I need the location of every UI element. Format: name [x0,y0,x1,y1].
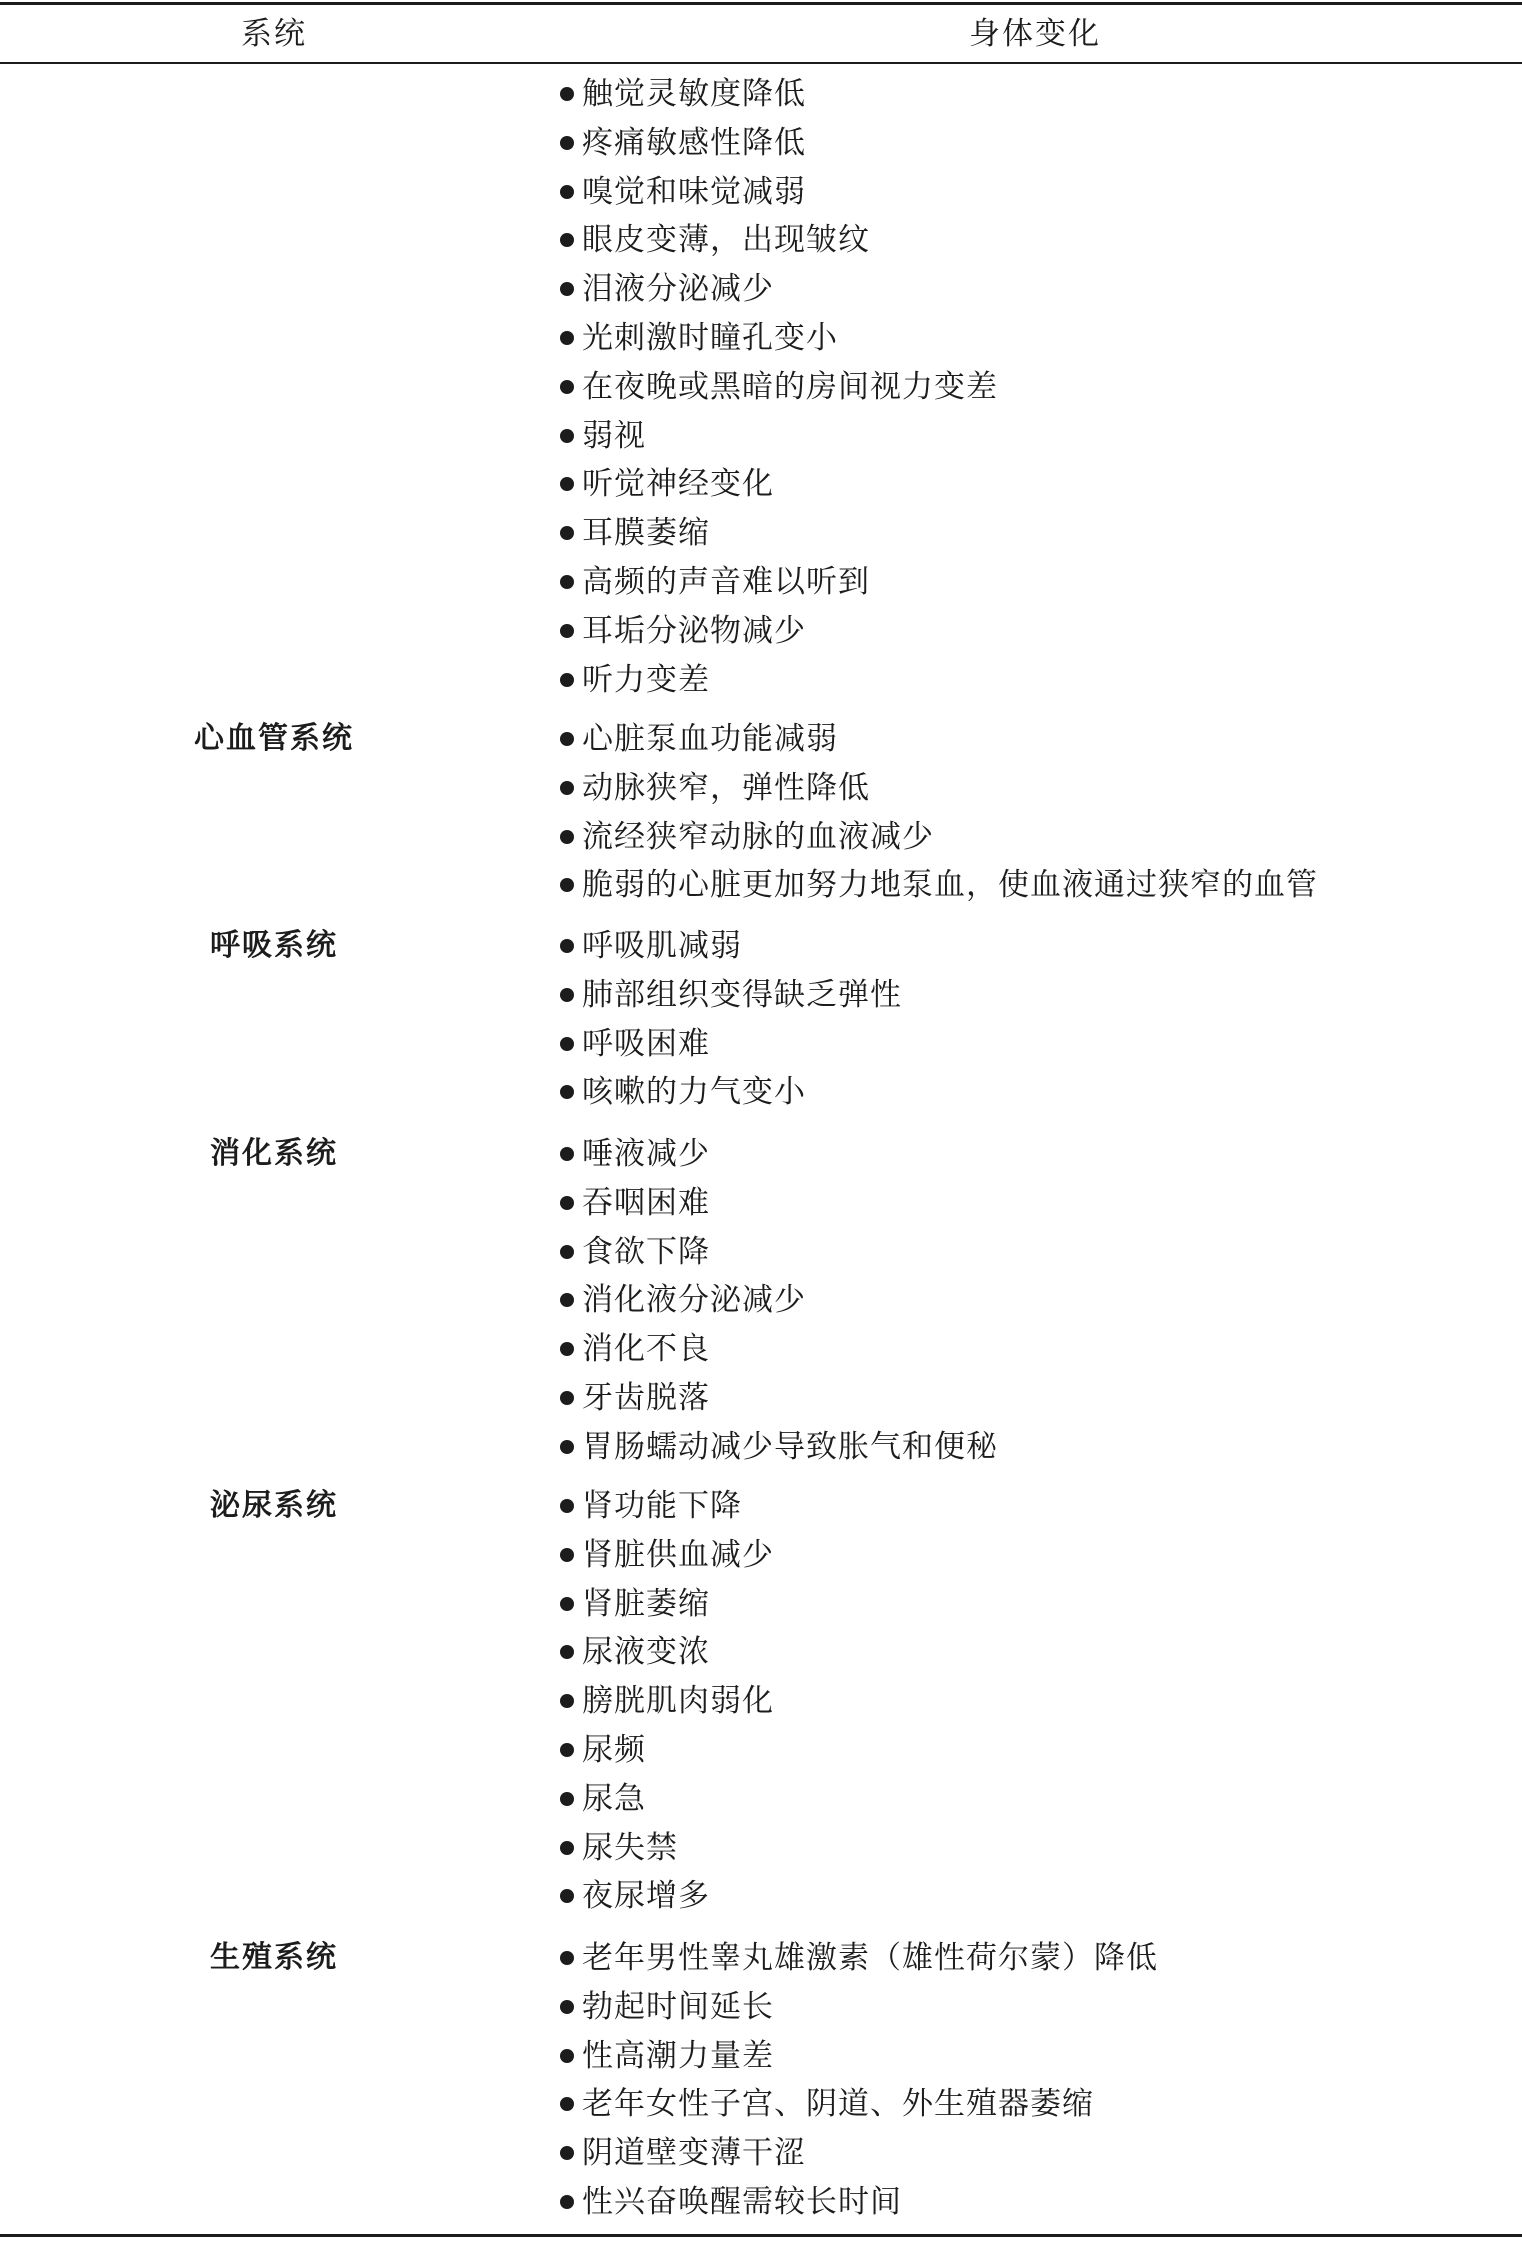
list-item [560,1824,678,1872]
bullet-icon [560,1841,574,1855]
list-item-text: 眼皮变薄，出现皱纹 [582,222,870,258]
list-item [560,412,646,460]
list-item-text: 食欲下降 [582,1234,710,1270]
list-item [560,1276,806,1324]
list-item-text: 在夜晚或黑暗的房间视力变差 [582,369,998,405]
list-item [560,1179,710,1227]
list-item-text: 老年女性子宫、阴道、外生殖器萎缩 [582,2086,1094,2122]
list-item [560,813,934,861]
list-item [560,922,742,970]
table-top-rule [0,2,1522,5]
list-item-text: 尿急 [582,1781,646,1817]
bullet-icon [560,732,574,746]
list-item [560,861,1318,909]
bullet-icon [560,1085,574,1099]
bullet-icon [560,1342,574,1356]
bullet-icon [560,1391,574,1405]
list-item-text: 耳膜萎缩 [582,515,710,551]
list-item-text: 勃起时间延长 [582,1989,774,2025]
bullet-icon [560,1951,574,1965]
list-item-text: 肾脏萎缩 [582,1586,710,1622]
list-item-text: 咳嗽的力气变小 [582,1074,806,1110]
list-item [560,1068,806,1116]
list-item [560,1020,710,1068]
bullet-icon [560,477,574,491]
list-item [560,1983,774,2031]
bullet-icon [560,2000,574,2014]
system-label: 呼吸系统 [210,928,338,963]
list-item [560,168,806,216]
bullet-icon [560,1889,574,1903]
bullet-icon [560,2049,574,2063]
bullet-icon [560,830,574,844]
system-label: 心血管系统 [194,721,354,756]
list-item-text: 阴道壁变薄干涩 [582,2135,806,2171]
bullet-icon [560,282,574,296]
bullet-icon [560,1792,574,1806]
list-item-text: 肺部组织变得缺乏弹性 [582,977,902,1013]
list-item-text: 流经狭窄动脉的血液减少 [582,819,934,855]
list-item-text: 弱视 [582,418,646,454]
list-item [560,1482,742,1530]
list-item-text: 老年男性睾丸雄激素（雄性荷尔蒙）降低 [582,1940,1158,1976]
list-item-text: 牙齿脱落 [582,1380,710,1416]
list-item [560,2129,806,2177]
system-label: 泌尿系统 [210,1488,338,1523]
bullet-icon [560,1440,574,1454]
list-item-text: 呼吸肌减弱 [582,928,742,964]
list-item [560,509,710,557]
bullet-icon [560,878,574,892]
bullet-icon [560,1245,574,1259]
list-item-text: 膀胱肌肉弱化 [582,1683,774,1719]
list-item-text: 尿液变浓 [582,1634,710,1670]
list-item [560,460,774,508]
list-item [560,656,710,704]
list-item-text: 心脏泵血功能减弱 [582,721,838,757]
list-item [560,715,838,763]
bullet-icon [560,185,574,199]
system-label: 消化系统 [210,1136,338,1171]
bullet-icon [560,429,574,443]
list-item-text: 泪液分泌减少 [582,271,774,307]
list-item [560,971,902,1019]
list-item-text: 尿频 [582,1732,646,1768]
bullet-icon [560,1645,574,1659]
list-item-text: 疼痛敏感性降低 [582,125,806,161]
list-item [560,1628,710,1676]
bullet-icon [560,2195,574,2209]
list-item [560,1934,1158,1982]
bullet-icon [560,781,574,795]
table-header-rule [0,62,1522,64]
list-item-text: 肾脏供血减少 [582,1537,774,1573]
bullet-icon [560,1743,574,1757]
list-item [560,314,838,362]
list-item [560,119,806,167]
column-header-change: 身体变化 [969,16,1101,52]
bullet-icon [560,2146,574,2160]
list-item-text: 光刺激时瞳孔变小 [582,320,838,356]
list-item [560,70,806,118]
bullet-icon [560,136,574,150]
bullet-icon [560,1597,574,1611]
bullet-icon [560,2097,574,2111]
bullet-icon [560,1037,574,1051]
list-item [560,1228,710,1276]
table-bottom-rule [0,2234,1522,2237]
list-item [560,764,870,812]
bullet-icon [560,1147,574,1161]
bullet-icon [560,331,574,345]
list-item-text: 动脉狭窄，弹性降低 [582,770,870,806]
bullet-icon [560,624,574,638]
bullet-icon [560,673,574,687]
bullet-icon [560,1293,574,1307]
list-item-text: 性兴奋唤醒需较长时间 [582,2184,902,2220]
bullet-icon [560,1499,574,1513]
list-item [560,1130,710,1178]
list-item-text: 嗅觉和味觉减弱 [582,174,806,210]
list-item-text: 脆弱的心脏更加努力地泵血，使血液通过狭窄的血管 [582,867,1318,903]
list-item-text: 消化液分泌减少 [582,1282,806,1318]
list-item [560,2080,1094,2128]
list-item [560,2032,774,2080]
list-item [560,1580,710,1628]
list-item [560,1325,710,1373]
list-item [560,363,998,411]
list-item-text: 高频的声音难以听到 [582,564,870,600]
bullet-icon [560,1548,574,1562]
list-item [560,607,806,655]
list-item-text: 听力变差 [582,662,710,698]
bullet-icon [560,233,574,247]
bullet-icon [560,1196,574,1210]
list-item-text: 耳垢分泌物减少 [582,613,806,649]
list-item [560,1374,710,1422]
list-item [560,1726,646,1774]
system-label: 生殖系统 [210,1940,338,1975]
bullet-icon [560,380,574,394]
list-item-text: 肾功能下降 [582,1488,742,1524]
list-item-text: 夜尿增多 [582,1878,710,1914]
bullet-icon [560,939,574,953]
list-item-text: 性高潮力量差 [582,2038,774,2074]
list-item-text: 唾液减少 [582,1136,710,1172]
bullet-icon [560,87,574,101]
list-item [560,1531,774,1579]
list-item [560,216,870,264]
list-item-text: 尿失禁 [582,1830,678,1866]
list-item [560,558,870,606]
column-header-system: 系统 [241,16,307,52]
list-item [560,265,774,313]
bullet-icon [560,1694,574,1708]
list-item [560,1775,646,1823]
list-item [560,2178,902,2226]
list-item-text: 触觉灵敏度降低 [582,76,806,112]
list-item-text: 听觉神经变化 [582,466,774,502]
bullet-icon [560,575,574,589]
list-item-text: 胃肠蠕动减少导致胀气和便秘 [582,1429,998,1465]
list-item-text: 呼吸困难 [582,1026,710,1062]
bullet-icon [560,988,574,1002]
list-item-text: 消化不良 [582,1331,710,1367]
list-item [560,1677,774,1725]
list-item [560,1872,710,1920]
bullet-icon [560,526,574,540]
list-item-text: 吞咽困难 [582,1185,710,1221]
list-item [560,1423,998,1471]
